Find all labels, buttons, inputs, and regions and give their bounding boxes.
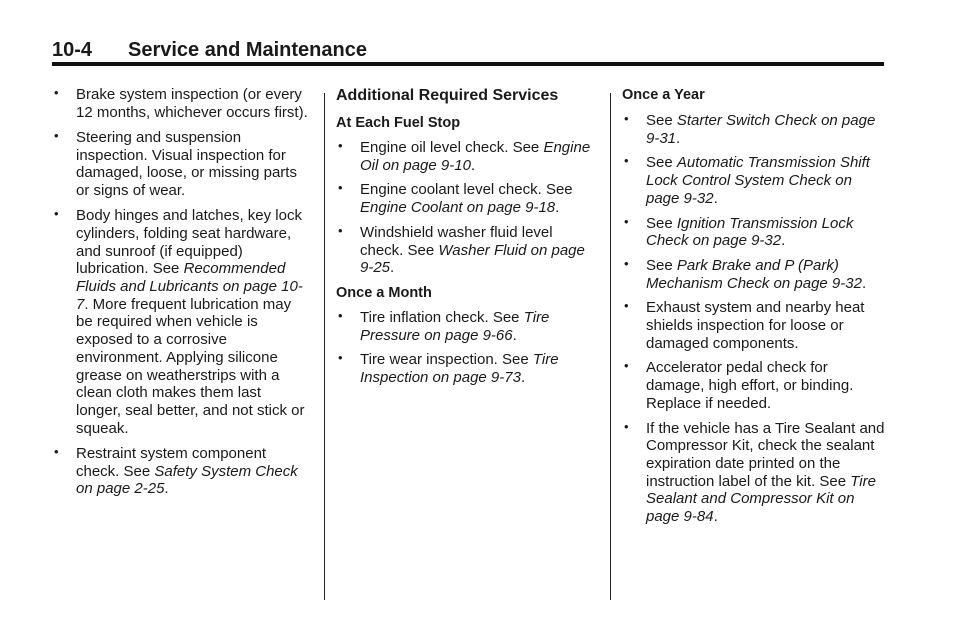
cross-reference-link[interactable]: Recommended Fluids and Lubricants on page 10-7 xyxy=(76,260,303,313)
list-item xyxy=(52,86,308,121)
list-item xyxy=(52,445,308,498)
item-text: See xyxy=(646,256,677,274)
bullet-icon: • xyxy=(338,307,343,323)
item-text-after: . xyxy=(713,189,718,207)
bullet-icon: • xyxy=(624,418,629,434)
subsection-heading: At Each Fuel Stop xyxy=(336,115,461,131)
bullet-icon: • xyxy=(54,443,59,459)
column-2 xyxy=(336,86,596,394)
list-item xyxy=(336,181,596,216)
list-item xyxy=(622,257,888,292)
bullet-icon: • xyxy=(338,138,343,153)
bullet-icon: • xyxy=(54,85,59,100)
item-text-after: . xyxy=(164,480,169,498)
subsection-heading: Once a Month xyxy=(336,284,432,301)
list-item xyxy=(622,112,888,147)
item-text: See xyxy=(646,112,677,129)
cross-reference-link[interactable]: Engine Oil on page 9-10 xyxy=(360,139,591,174)
bullet-icon: • xyxy=(54,127,59,143)
cross-reference-link[interactable]: Tire Inspection on page 9-73 xyxy=(360,351,559,387)
bullet-list xyxy=(52,86,308,498)
page-number: 10-4 xyxy=(52,39,93,61)
bullet-list xyxy=(336,309,596,387)
list-item xyxy=(622,420,888,526)
item-text: Accelerator pedal check for damage, high effort, or binding. Replace if needed. xyxy=(646,359,854,412)
bullet-icon: • xyxy=(338,222,343,238)
cross-reference-link[interactable]: Tire Pressure on page 9-66 xyxy=(360,308,550,344)
item-text-after: . More frequent lubrication may be required when vehicle is exposed to a corrosive environment. Applying silicone grease on weatherstrips with a clean cloth makes them last longer, seal better, and not stick or squeak. xyxy=(76,295,305,437)
list-item xyxy=(336,351,596,386)
list-item xyxy=(622,299,888,352)
list-item xyxy=(622,215,888,250)
item-text: Brake system inspection (or every 12 months, whichever occurs first). xyxy=(76,86,308,121)
item-text-after: . xyxy=(861,274,867,292)
item-text-after: . xyxy=(390,259,395,277)
item-text-after: . xyxy=(520,369,526,387)
list-item xyxy=(336,224,596,277)
bullet-icon: • xyxy=(624,153,629,169)
item-text: Body hinges and latches, key lock cylinders, folding seat hardware, and sunroof (if equipped) lubrication. See xyxy=(76,207,302,278)
cross-reference-link[interactable]: Engine Coolant on page 9-18 xyxy=(360,199,556,217)
bullet-icon: • xyxy=(338,180,343,196)
bullet-list xyxy=(336,139,596,277)
cross-reference-link[interactable]: Safety System Check on page 2-25 xyxy=(76,462,298,498)
list-item xyxy=(336,309,596,344)
bullet-icon: • xyxy=(338,350,343,366)
bullet-icon: • xyxy=(624,111,629,126)
cross-reference-link[interactable]: Automatic Transmission Shift Lock Control System Check on page 9-32 xyxy=(646,154,870,207)
item-text: Windshield washer fluid level check. See xyxy=(360,223,553,259)
item-text-after: . xyxy=(470,156,476,174)
section-heading: Additional Required Services xyxy=(336,87,559,104)
bullet-icon: • xyxy=(54,206,59,222)
cross-reference-link[interactable]: Tire Sealant and Compressor Kit on page 9-84 xyxy=(646,472,876,526)
list-item xyxy=(52,207,308,437)
list-item xyxy=(622,359,888,412)
bullet-list xyxy=(622,112,888,526)
bullet-icon: • xyxy=(624,255,629,271)
item-text: If the vehicle has a Tire Sealant and Compressor Kit, check the sealant expiration date printed on the instruction label of the kit. See xyxy=(646,419,885,490)
bullet-icon: • xyxy=(624,358,629,374)
column-divider-1 xyxy=(324,93,325,600)
item-text: See xyxy=(646,214,677,232)
item-text: See xyxy=(646,154,677,172)
cross-reference-link[interactable]: Park Brake and P (Park) Mechanism Check on page 9-32 xyxy=(646,256,862,292)
item-text: Tire wear inspection. See xyxy=(360,351,533,369)
list-item xyxy=(52,129,308,200)
column-divider-2 xyxy=(610,93,611,600)
item-text: Tire inflation check. See xyxy=(360,308,524,326)
cross-reference-link[interactable]: Starter Switch Check on page 9-31 xyxy=(646,112,876,147)
column-1 xyxy=(52,86,308,505)
list-item xyxy=(622,154,888,207)
item-text-after: . xyxy=(555,199,560,217)
item-text: Restraint system component check. See xyxy=(76,444,267,480)
item-text: Steering and suspension inspection. Visual inspection for damaged, loose, or missing parts or signs of wear. xyxy=(76,128,297,200)
item-text-after: . xyxy=(512,326,517,344)
item-text-after: . xyxy=(781,232,786,250)
item-text-after: . xyxy=(713,508,718,526)
bullet-icon: • xyxy=(624,298,629,314)
bullet-icon: • xyxy=(624,213,629,229)
list-item xyxy=(336,139,596,174)
header-rule xyxy=(52,62,884,66)
subsection-heading: Once a Year xyxy=(622,87,705,103)
column-3 xyxy=(622,86,888,533)
cross-reference-link[interactable]: Washer Fluid on page 9-25 xyxy=(360,241,585,277)
cross-reference-link[interactable]: Ignition Transmission Lock Check on page 9-32 xyxy=(646,214,854,250)
item-text: Engine coolant level check. See xyxy=(360,181,573,199)
item-text: Engine oil level check. See xyxy=(360,139,544,156)
item-text: Exhaust system and nearby heat shields inspection for loose or damaged components. xyxy=(646,299,865,352)
item-text-after: . xyxy=(676,129,681,147)
section-title: Service and Maintenance xyxy=(128,39,367,61)
